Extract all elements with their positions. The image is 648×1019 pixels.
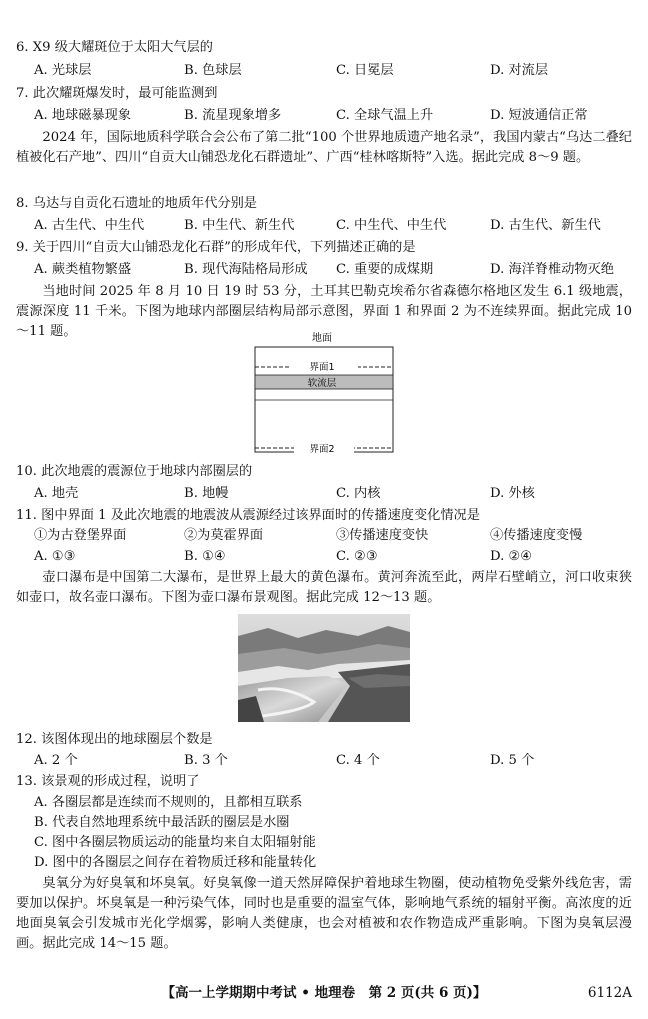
hukou-waterfall-photo	[238, 614, 410, 722]
q13-stem: 13. 该景观的形成过程，说明了	[16, 774, 200, 789]
page-footer	[0, 983, 648, 1003]
q11-option-b[interactable]: B. ①④	[184, 549, 226, 564]
q8-stem: 8. 乌达与自贡化石遗址的地质年代分别是	[16, 196, 257, 211]
q13-option-b[interactable]: B. 代表自然地理系统中最活跃的圈层是水圈	[34, 815, 290, 830]
surface-label: 地面	[312, 333, 332, 344]
interface2-label: 界面2	[309, 444, 335, 455]
q6-option-c[interactable]: C. 日冕层	[336, 63, 394, 78]
q11-choice-1: ①为古登堡界面	[34, 528, 127, 543]
q11-choice-2: ②为莫霍界面	[184, 528, 264, 543]
q7-option-a[interactable]: A. 地球磁暴现象	[34, 108, 132, 123]
q11-choices	[34, 526, 632, 546]
interface1-label: 界面1	[309, 362, 335, 373]
q12-stem: 12. 该图体现出的地球圈层个数是	[16, 732, 213, 747]
q8-option-a[interactable]: A. 古生代、中生代	[34, 218, 145, 233]
passage-12-13: 壶口瀑布是中国第二大瀑布，是世界上最大的黄色瀑布。黄河奔流至此，两岸石壁峭立，河口收束狭如壶口，故名壶口瀑布。下图为壶口瀑布景观图。据此完成 12～13 题。	[16, 570, 632, 605]
passage-8-9: 2024 年，国际地质科学联合会公布了第二批“100 个世界地质遗产地名录”，我国内蒙古“乌达二叠纪植被化石产地”、四川“自贡大山铺恐龙化石群遗址”、广西“桂林喀斯特”入选。据此完成 8～9 题。	[16, 130, 632, 165]
q8-options	[34, 216, 632, 236]
q9-stem: 9. 关于四川“自贡大山铺恐龙化石群”的形成年代，下列描述正确的是	[16, 240, 416, 255]
q10-option-b[interactable]: B. 地幔	[184, 486, 229, 501]
passage-14-15: 臭氧分为好臭氧和坏臭氧。好臭氧像一道天然屏障保护着地球生物圈，使动植物免受紫外线危害，需要加以保护。坏臭氧是一种污染气体，同时也是重要的温室气体，影响地气系统的辐射平衡。高浓度的近地面臭氧会引发城市光化学烟雾，影响人类健康，也会对植被和农作物造成严重影响。下图为臭氧层漫画。据此完成 14～15 题。	[16, 876, 632, 951]
q10-stem: 10. 此次地震的震源位于地球内部圈层的	[16, 464, 253, 479]
q11-stem: 11. 图中界面 1 及此次地震的地震波从震源经过该界面时的传播速度变化情况是	[16, 508, 480, 523]
q7-option-c[interactable]: C. 全球气温上升	[336, 108, 434, 123]
passage-10-11: 当地时间 2025 年 8 月 10 日 19 时 53 分，土耳其巴勒克埃希尔省森德尔格地区发生 6.1 级地震，震源深度 11 千米。下图为地球内部圈层结构局部示意图，界面 1 和界面 2 为不连续界面。据此完成 10～11 题。	[16, 284, 632, 339]
earth-interior-diagram	[250, 330, 400, 458]
q11-option-c[interactable]: C. ②③	[336, 549, 378, 564]
q9-options	[34, 260, 632, 280]
q11-option-d[interactable]: D. ②④	[490, 549, 533, 564]
q10-option-a[interactable]: A. 地壳	[34, 486, 79, 501]
q9-option-a[interactable]: A. 蕨类植物繁盛	[34, 262, 132, 277]
q13-option-d[interactable]: D. 图中的各圈层之间存在着物质迁移和能量转化	[34, 855, 317, 870]
q7-option-d[interactable]: D. 短波通信正常	[490, 108, 588, 123]
q9-option-c[interactable]: C. 重要的成煤期	[336, 262, 434, 277]
q13-option-a[interactable]: A. 各圈层都是连续而不规则的，且都相互联系	[34, 795, 303, 810]
q11-option-a[interactable]: A. ①③	[34, 549, 76, 564]
q12-option-b[interactable]: B. 3 个	[184, 753, 228, 768]
asthenosphere-label: 软流层	[307, 378, 337, 389]
q8-option-d[interactable]: D. 古生代、新生代	[490, 218, 601, 233]
q12-option-c[interactable]: C. 4 个	[336, 753, 380, 768]
q10-option-d[interactable]: D. 外核	[490, 486, 535, 501]
q10-options	[34, 484, 632, 504]
q9-option-d[interactable]: D. 海洋脊椎动物灭绝	[490, 262, 614, 277]
q11-choice-4: ④传播速度变慢	[490, 528, 583, 543]
q7-options	[34, 106, 632, 126]
q7-option-b[interactable]: B. 流星现象增多	[184, 108, 282, 123]
q8-option-c[interactable]: C. 中生代、中生代	[336, 218, 447, 233]
q11-options	[34, 547, 632, 567]
q6-option-d[interactable]: D. 对流层	[490, 63, 549, 78]
q10-option-c[interactable]: C. 内核	[336, 486, 381, 501]
q13-option-c[interactable]: C. 图中各圈层物质运动的能量均来自太阳辐射能	[34, 835, 316, 850]
q9-option-b[interactable]: B. 现代海陆格局形成	[184, 262, 308, 277]
footer-code: 6112A	[587, 985, 632, 1001]
q8-option-b[interactable]: B. 中生代、新生代	[184, 218, 295, 233]
q7-stem: 7. 此次耀斑爆发时，最可能监测到	[16, 86, 218, 101]
q6-option-a[interactable]: A. 光球层	[34, 63, 92, 78]
q6-options	[34, 61, 632, 81]
q12-option-d[interactable]: D. 5 个	[490, 753, 535, 768]
footer-title: 【高一上学期期中考试 • 地理卷 第 2 页(共 6 页)】	[161, 985, 487, 1001]
q6-stem: 6. X9 级大耀斑位于太阳大气层的	[16, 40, 213, 55]
q11-choice-3: ③传播速度变快	[336, 528, 429, 543]
q12-option-a[interactable]: A. 2 个	[34, 753, 78, 768]
q6-option-b[interactable]: B. 色球层	[184, 63, 242, 78]
q12-options	[34, 751, 632, 771]
